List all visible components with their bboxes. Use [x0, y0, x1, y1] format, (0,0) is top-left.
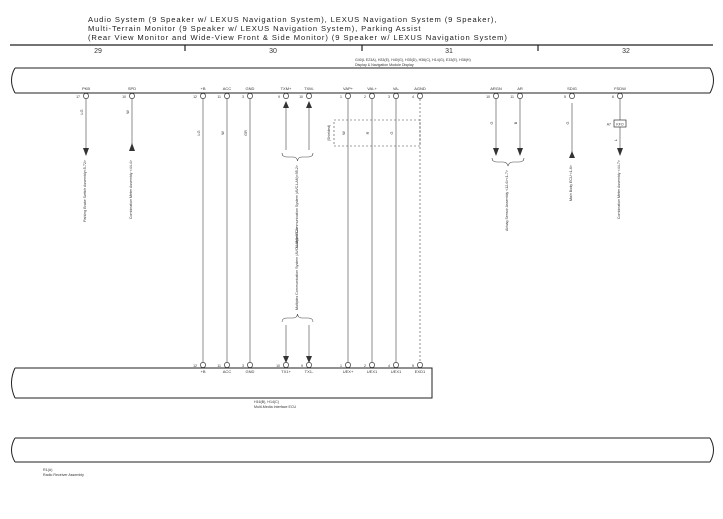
svg-text:VAP+: VAP+ — [342, 86, 354, 91]
side-note: Main Body ECU <1-6> — [569, 165, 573, 201]
svg-text:+B: +B — [200, 86, 206, 91]
radio-receiver-name: Radio Receiver Assembly — [43, 473, 84, 477]
side-note: Multiplex Communication System (AVC-LAN)<95-2> — [295, 226, 299, 310]
arrow-down — [617, 148, 623, 156]
wire-color: G — [490, 121, 494, 125]
svg-text:UEX1: UEX1 — [366, 369, 378, 374]
svg-text:4: 4 — [388, 364, 390, 368]
svg-text:9: 9 — [278, 95, 280, 99]
brace-top — [282, 314, 313, 322]
svg-text:9: 9 — [301, 364, 303, 368]
wire-color: W — [221, 131, 225, 135]
svg-text:3: 3 — [388, 95, 390, 99]
wire-color: R — [366, 131, 370, 135]
wire-color: L — [614, 138, 618, 142]
svg-text:VA-: VA- — [392, 86, 400, 91]
svg-text:12: 12 — [193, 364, 197, 368]
arrow-up — [569, 151, 575, 158]
svg-text:PKB: PKB — [81, 86, 91, 91]
wires — [86, 99, 620, 362]
svg-text:12: 12 — [193, 95, 197, 99]
wire-color: W — [342, 131, 346, 135]
svg-text:10: 10 — [276, 364, 280, 368]
svg-text:1: 1 — [340, 364, 342, 368]
side-note: Parking Brake Switch Assembly<5-72> — [83, 160, 87, 222]
radio-receiver-connectors: R1(A) — [43, 468, 53, 472]
svg-text:ARGN: ARGN — [490, 86, 502, 91]
svg-text:TX1-: TX1- — [304, 369, 314, 374]
svg-text:2: 2 — [364, 364, 366, 368]
wire-color-labels — [80, 109, 618, 141]
column-number: 32 — [622, 48, 630, 55]
connector-tag-code: KFO — [616, 122, 624, 127]
svg-text:+B: +B — [200, 369, 206, 374]
svg-text:SPD: SPD — [127, 86, 137, 91]
svg-text:UEX1: UEX1 — [390, 369, 402, 374]
svg-text:GND: GND — [245, 369, 255, 374]
svg-text:11: 11 — [217, 95, 221, 99]
signal-arrows — [83, 101, 623, 363]
shielded-box — [334, 120, 420, 146]
arrow-up — [129, 143, 135, 151]
title-line-2: Multi-Terrain Monitor (9 Speaker w/ LEXUS Navigation System), Parking Assist — [88, 24, 422, 34]
wire-color: G — [566, 121, 570, 125]
arrow-down — [306, 356, 312, 363]
side-note: Airbag Sensor Assembly <12-6><1-7> — [505, 170, 509, 231]
braces — [282, 153, 524, 322]
side-note: Multiplex Communication System (AVC-LAN)<95-2> — [295, 165, 299, 249]
wire-color: B — [514, 121, 518, 125]
svg-text:TX1+: TX1+ — [281, 369, 291, 374]
brace-bottom — [282, 153, 313, 161]
svg-text:TXM-: TXM- — [304, 86, 314, 91]
wire-color: LG — [197, 130, 201, 136]
column-number: 30 — [269, 48, 277, 55]
svg-text:10: 10 — [486, 95, 490, 99]
svg-text:2: 2 — [364, 95, 366, 99]
arrow-down — [493, 148, 499, 156]
svg-text:FSDW: FSDW — [614, 86, 626, 91]
display-module-outline — [12, 68, 714, 93]
svg-text:1: 1 — [340, 95, 342, 99]
title-line-3: (Rear View Monitor and Wide-View Front & Side Monitor) (9 Speaker w/ LEXUS Navigation System) — [88, 33, 508, 43]
svg-text:EXD1: EXD1 — [414, 369, 426, 374]
side-notes — [83, 160, 621, 310]
shielded-label: (Shielded) — [327, 124, 331, 142]
side-note: Combination Meter Assembly <44-4> — [129, 160, 133, 220]
svg-text:TXM+: TXM+ — [280, 86, 292, 91]
connector-tag-label: A7 — [606, 122, 611, 127]
mm-interface-name: Multi-Media Interface ECU — [254, 405, 297, 409]
svg-text:10: 10 — [122, 95, 126, 99]
svg-text:5: 5 — [412, 364, 414, 368]
arrow-down — [517, 148, 523, 156]
radio-receiver-outline — [12, 438, 714, 462]
arrow-up — [306, 101, 312, 108]
svg-text:17: 17 — [76, 95, 80, 99]
svg-text:4: 4 — [412, 95, 414, 99]
svg-text:11: 11 — [510, 95, 514, 99]
wire-color: W — [126, 110, 130, 114]
wire-color: LG — [80, 109, 84, 115]
svg-text:AR: AR — [517, 86, 523, 91]
svg-text:5: 5 — [564, 95, 566, 99]
svg-text:GND: GND — [245, 86, 255, 91]
arrow-up — [283, 101, 289, 108]
svg-text:3: 3 — [242, 95, 244, 99]
svg-text:11: 11 — [217, 364, 221, 368]
brace-bottom — [492, 158, 524, 166]
svg-text:AGND: AGND — [414, 86, 426, 91]
svg-text:SDIG: SDIG — [567, 86, 577, 91]
display-module-name: Display & Navigation Module Display — [355, 63, 414, 67]
column-number: 31 — [445, 48, 453, 55]
svg-text:3: 3 — [242, 364, 244, 368]
svg-text:10: 10 — [299, 95, 303, 99]
mm-interface-connectors: H16(B), H14(C) — [254, 400, 279, 404]
svg-text:VAL+: VAL+ — [367, 86, 377, 91]
svg-text:ACC: ACC — [222, 86, 232, 91]
arrow-down — [83, 148, 89, 156]
wire-color: GR — [244, 130, 248, 136]
wire-color: G — [390, 131, 394, 135]
svg-text:6: 6 — [612, 95, 614, 99]
side-note: Combination Meter Assembly <44-7> — [617, 160, 621, 220]
display-module-connectors: G40(L E23A), H33(E), H40(G), H35(D), H36(C), H14(G), E33(E), H38(H) — [355, 58, 471, 62]
column-number: 29 — [94, 48, 102, 55]
arrow-down — [283, 356, 289, 363]
svg-text:UEX+: UEX+ — [342, 369, 354, 374]
svg-text:ACC: ACC — [222, 369, 232, 374]
title-line-1: Audio System (9 Speaker w/ LEXUS Navigation System), LEXUS Navigation System (9 Speaker), — [88, 15, 498, 24]
